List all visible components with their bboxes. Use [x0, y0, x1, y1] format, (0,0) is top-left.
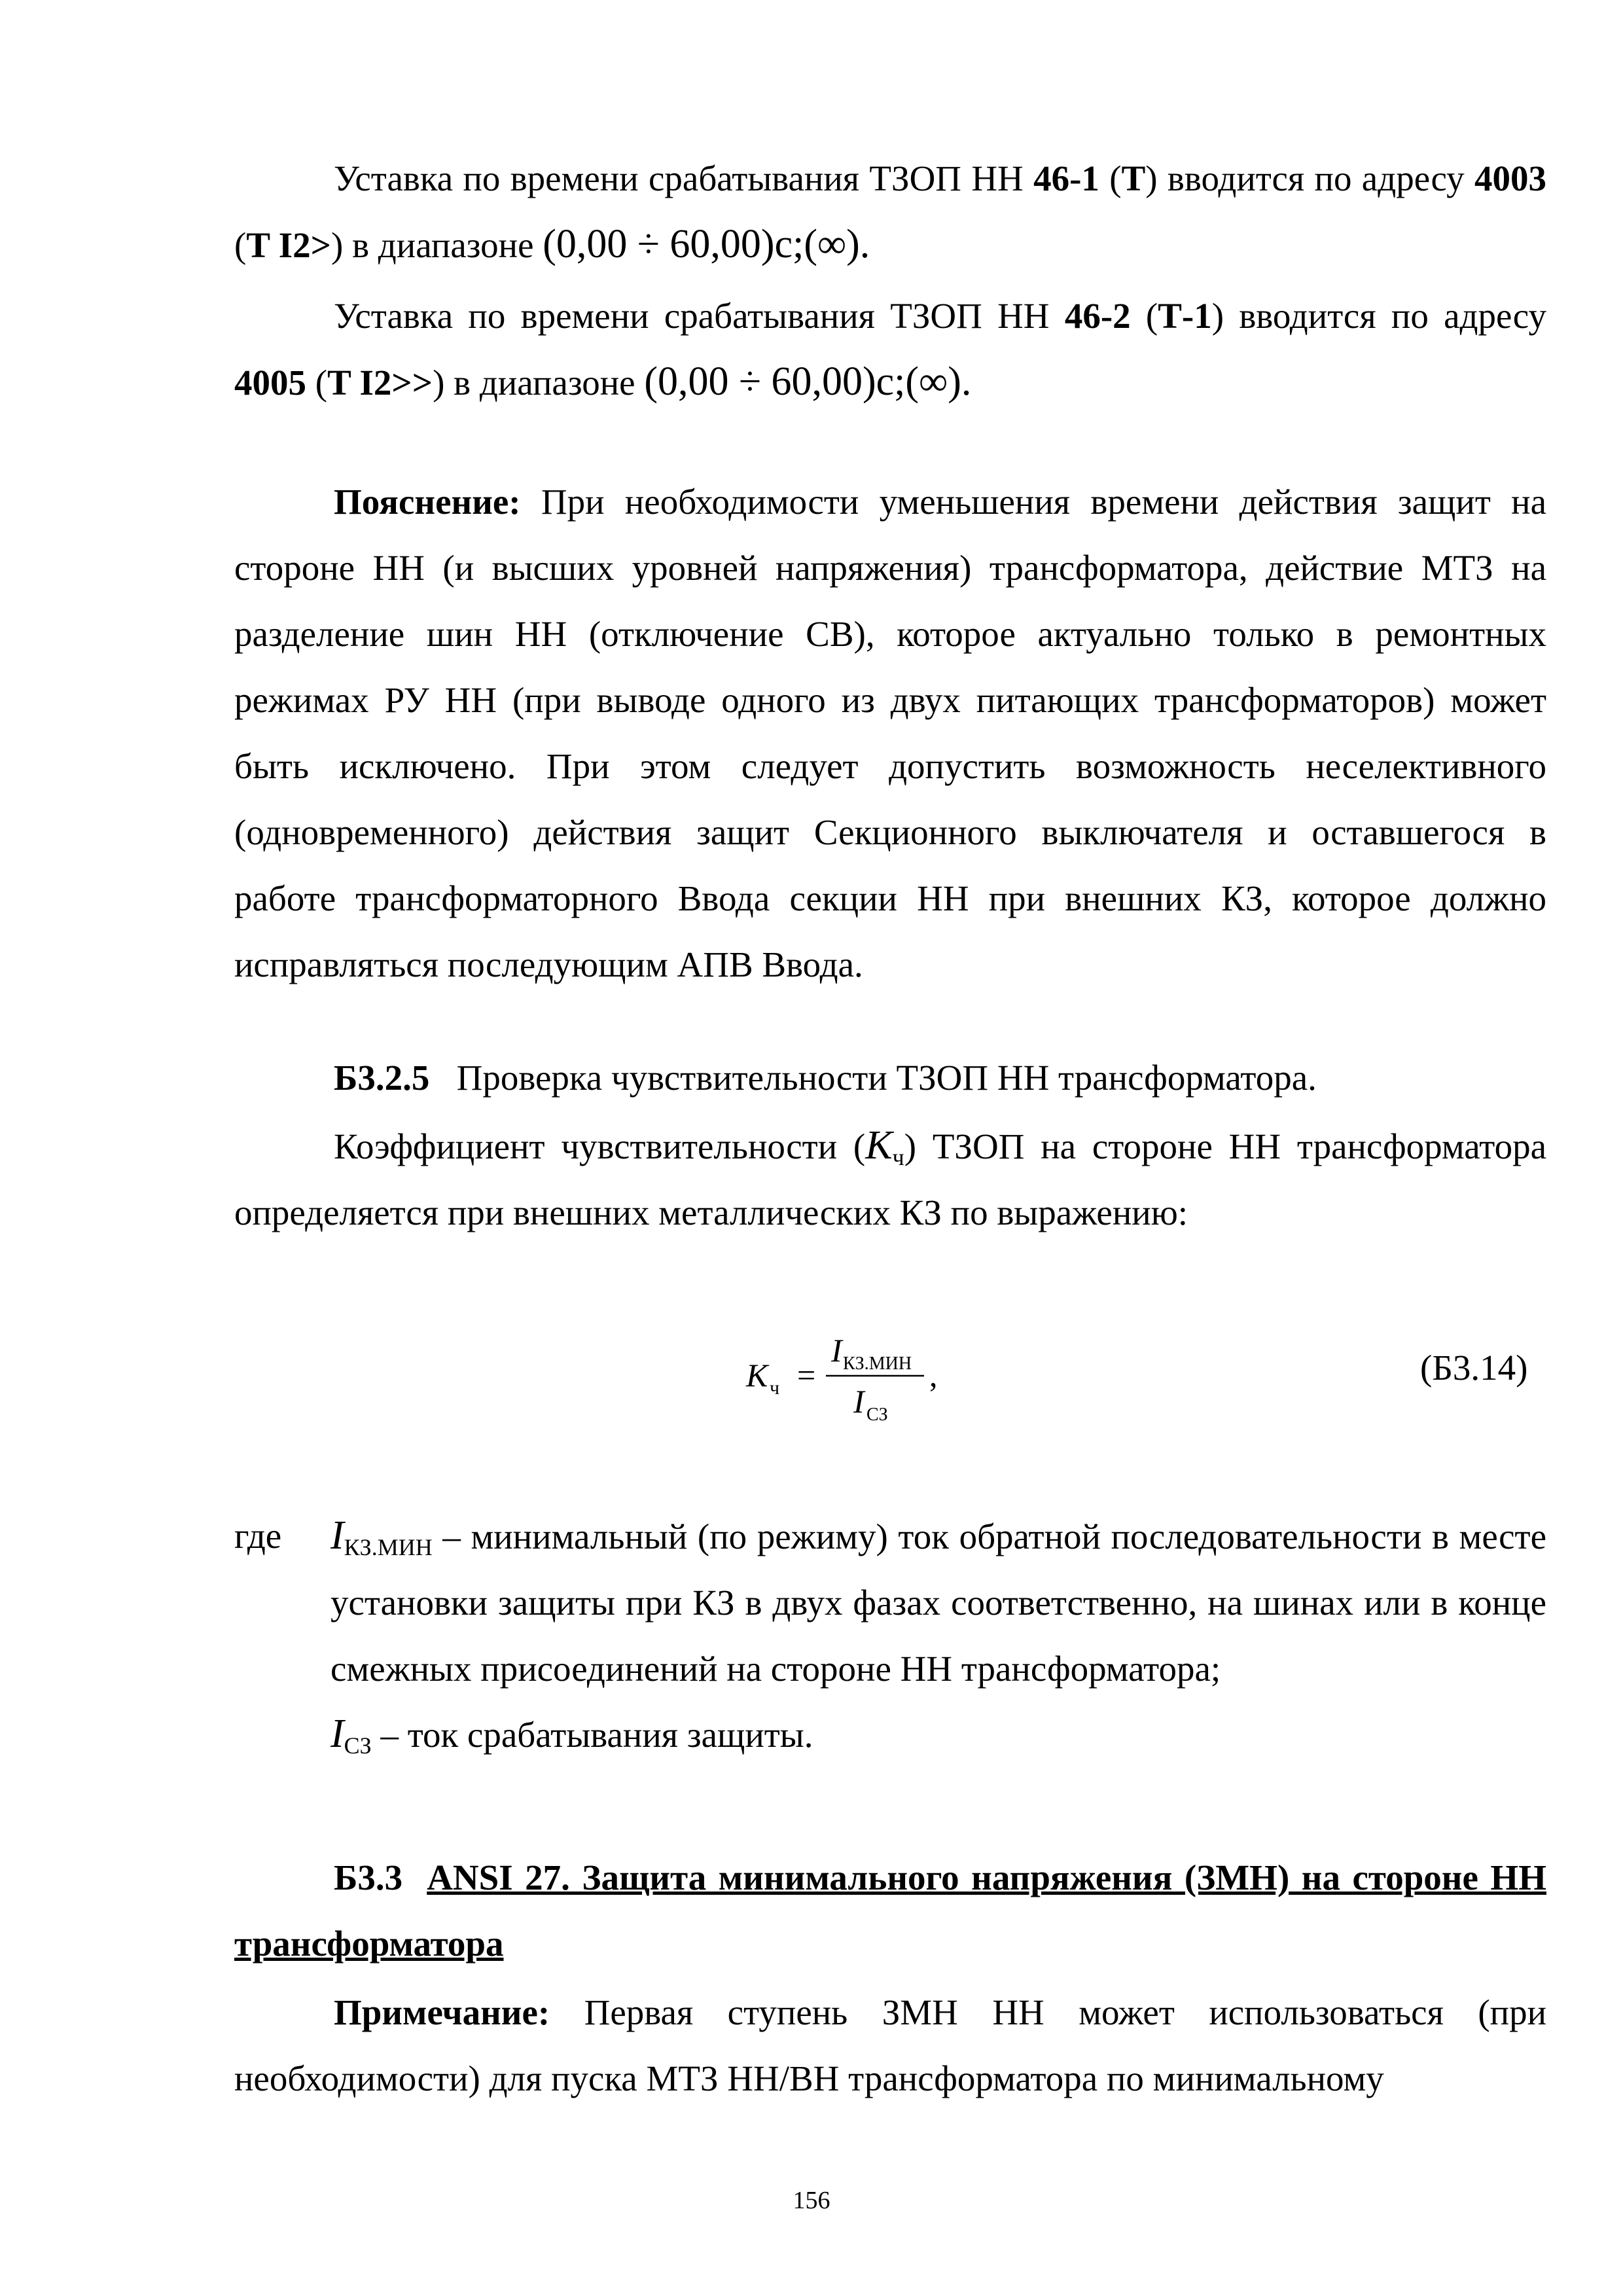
formula-lhs: K [746, 1357, 768, 1393]
paragraph-setting-46-1: Уставка по времени срабатывания ТЗОП НН 46-1 (Т) вводится по адресу 4003 (T I2>) в диапазоне (0,00 ÷ 60,00)c;(∞). [234, 158, 1546, 266]
formula-denominator: I [853, 1383, 865, 1420]
definition-ikz-min: $I_{КЗ.МИН}$ – минимальный (по режиму) ток обратной последовательности в месте установки защиты при КЗ в двух фазах соответственно, на шинах или в конце смежных присоединений на стороне НН трансформатора; [330, 1513, 1546, 1689]
paragraph-note: Примечание: Первая ступень ЗМН НН может использоваться (при необходимости) для пуска МТЗ НН/ВН трансформатора по минимальному [234, 1992, 1546, 2098]
formula-equals: = [797, 1357, 816, 1393]
paragraph-explanation: Пояснение: При необходимости уменьшения времени действия защит на стороне НН (и высших уровней напряжения) трансформатора, действие МТЗ на разделение шин НН (отключение СВ), которое актуально только в ремонтных режимах РУ НН (при выводе одного из двух питающих трансформаторов) может быть исключено. При этом следует допустить возможность неселективного (одновременного) действия защит Секционного выключателя и оставшегося в работе трансформаторного Ввода секции НН при внешних КЗ, которое должно исправляться последующим АПВ Ввода. [234, 482, 1546, 984]
section-heading-b3-3: Б3.3 ANSI 27. Защита минимального напряжения (ЗМН) на стороне НН трансформатора [234, 1857, 1546, 1964]
formula-denominator-sub: СЗ [866, 1405, 888, 1425]
formula-numerator-sub: КЗ.МИН [843, 1354, 912, 1374]
equation-number: (Б3.14) [1420, 1348, 1528, 1388]
explanation-label: Пояснение: [334, 482, 521, 522]
definition-isz: $I_{СЗ}$ – ток срабатывания защиты. [330, 1712, 813, 1759]
formula-comma: , [929, 1357, 938, 1393]
formula-lhs-sub: ч [770, 1377, 780, 1399]
where-label: где [234, 1516, 282, 1556]
page-number: 156 [793, 2187, 830, 2214]
paragraph-setting-46-2: Уставка по времени срабатывания ТЗОП НН 46-2 (Т-1) вводится по адресу 4005 (T I2>>) в диапазоне (0,00 ÷ 60,00)c;(∞). [234, 296, 1546, 404]
formula-b3-14 [733, 1316, 982, 1440]
fraction-formula [733, 1316, 982, 1440]
formula-numerator: I [831, 1332, 842, 1369]
note-label: Примечание: [334, 1992, 550, 2032]
section-heading-b3-2-5: Б3.2.5 Проверка чувствительности ТЗОП НН трансформатора. [334, 1058, 1317, 1098]
paragraph-sensitivity: Коэффициент чувствительности $(K_ч)$ ТЗОП на стороне НН трансформатора определяется при внешних металлических КЗ по выражению: [234, 1123, 1546, 1232]
